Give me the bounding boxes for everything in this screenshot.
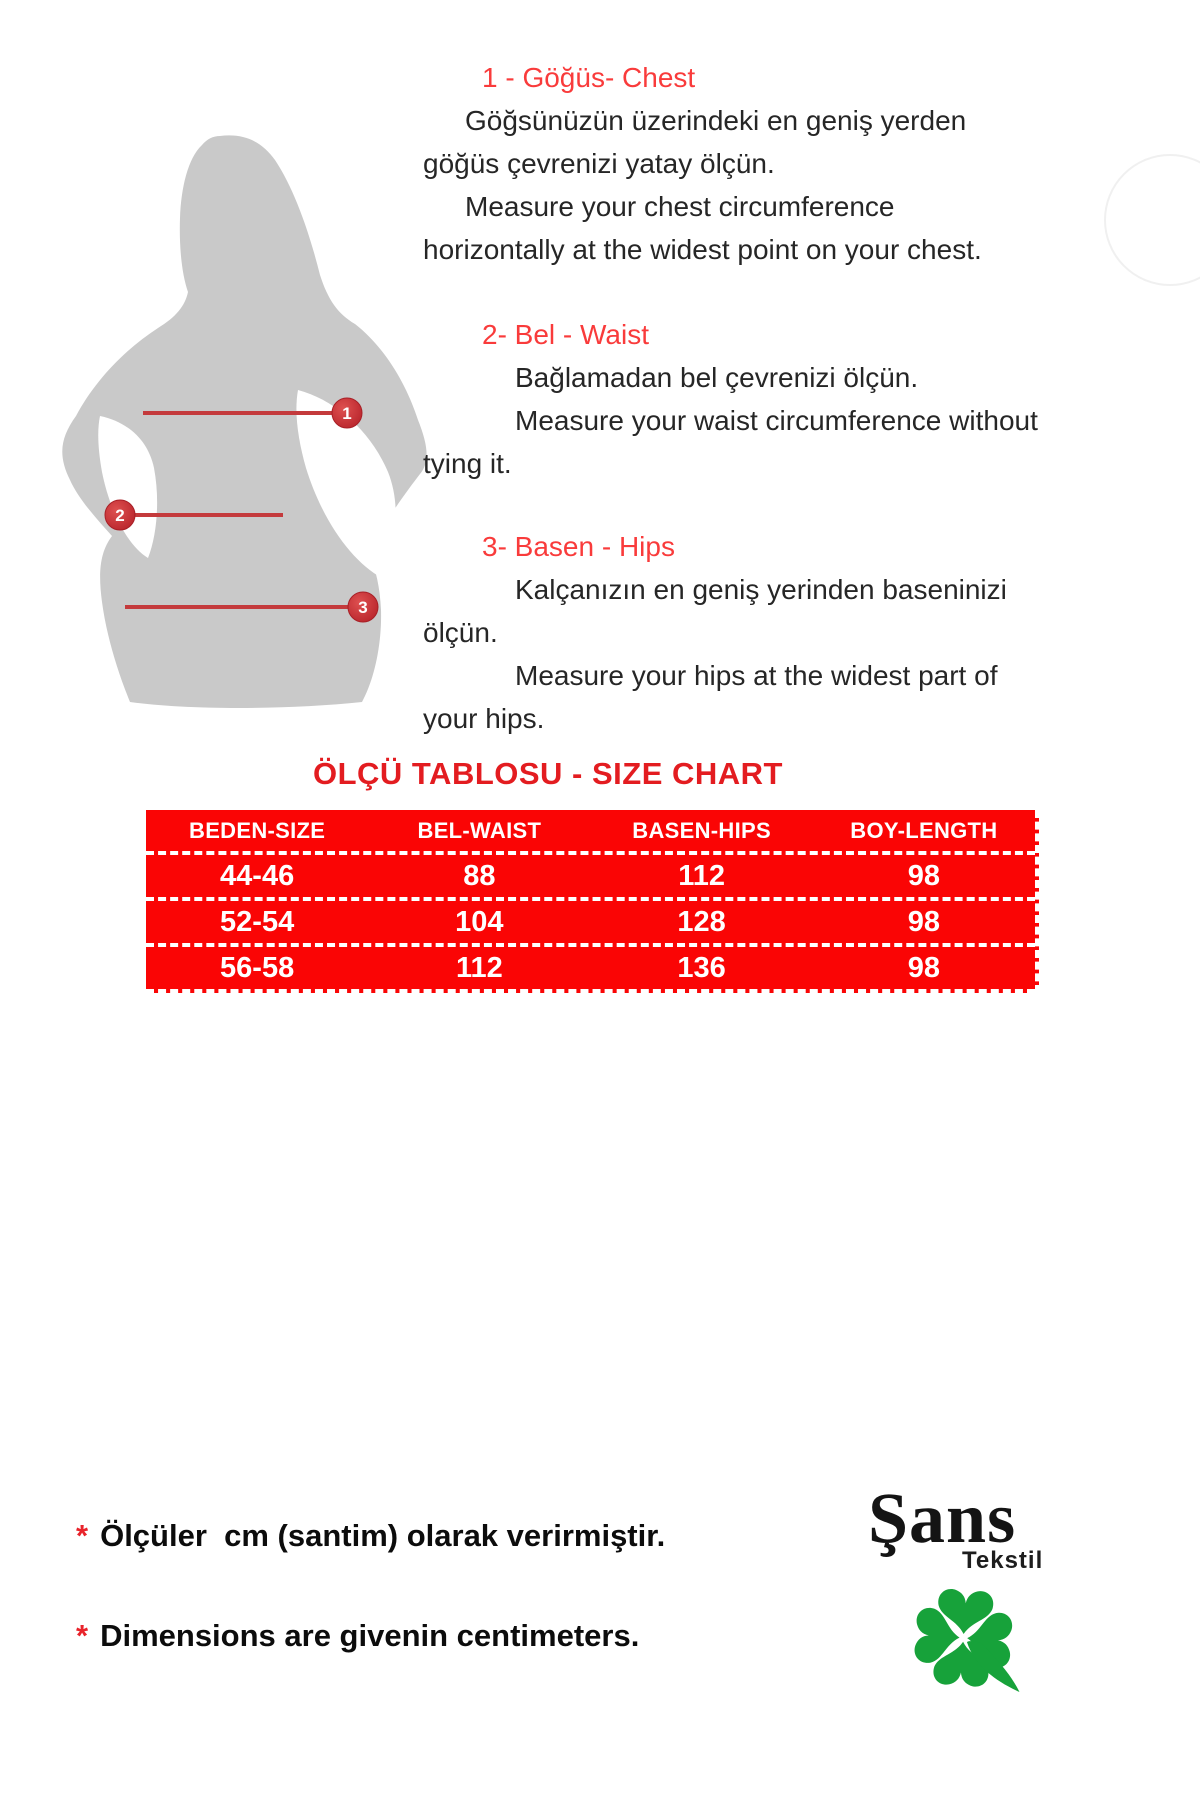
instruction-line: your hips. <box>423 703 545 734</box>
table-cell: 112 <box>455 951 503 984</box>
section-chest <box>423 56 1023 271</box>
chest-section-heading: 1 - Göğüs- Chest <box>482 62 696 93</box>
brand-logo-name: Şans <box>868 1478 1017 1558</box>
note-text: Dimensions are givenin centimeters. <box>100 1618 640 1653</box>
hips-section-heading: 3- Basen - Hips <box>482 531 675 562</box>
instruction-line: göğüs çevrenizi yatay ölçün. <box>423 148 775 179</box>
measurement-instructions <box>423 56 1038 740</box>
table-header-row <box>146 810 1035 855</box>
table-cell: 112 <box>678 859 726 892</box>
header-cell-boy-length: BOY-LENGTH <box>850 817 998 843</box>
table-cell: 128 <box>677 905 726 938</box>
brand-logo-subtitle: Tekstil <box>962 1547 1044 1574</box>
instruction-line: Measure your waist circumference without <box>515 405 1038 436</box>
faint-circle-decoration <box>1104 154 1200 286</box>
instruction-line: ölçün. <box>423 617 498 648</box>
table-cell: 104 <box>455 905 504 938</box>
body-silhouette-figure <box>30 100 430 715</box>
table-cell: 136 <box>677 951 726 984</box>
instruction-line: tying it. <box>423 448 512 479</box>
table-cell: 98 <box>907 951 940 984</box>
table-cell: 88 <box>463 859 496 892</box>
clover-icon <box>903 1580 1043 1715</box>
asterisk-icon: * <box>76 1518 89 1553</box>
table-cell: 98 <box>907 859 940 892</box>
waist-badge-number: 2 <box>115 505 125 525</box>
size-chart-table <box>146 810 1039 993</box>
chest-badge-number: 1 <box>342 403 352 423</box>
header-cell-bel-waist: BEL-WAIST <box>417 817 542 843</box>
instruction-line: Kalçanızın en geniş yerinden baseninizi <box>515 574 1007 605</box>
instruction-line: Measure your chest circumference <box>465 191 895 222</box>
table-row <box>146 855 1035 901</box>
instruction-line: Göğsünüzün üzerindeki en geniş yerden <box>465 105 967 136</box>
size-chart-title: ÖLÇÜ TABLOSU - SIZE CHART <box>312 756 783 791</box>
instruction-line: horizontally at the widest point on your chest. <box>423 234 982 265</box>
table-cell: 52-54 <box>220 905 295 938</box>
asterisk-icon: * <box>76 1618 89 1653</box>
note-units-turkish <box>76 1518 665 1554</box>
table-row <box>146 901 1035 947</box>
header-cell-beden-size: BEDEN-SIZE <box>189 817 326 843</box>
hips-badge-number: 3 <box>358 597 368 617</box>
instruction-line: Measure your hips at the widest part of <box>515 660 998 691</box>
instruction-line: Bağlamadan bel çevrenizi ölçün. <box>515 362 919 393</box>
section-hips <box>423 525 1023 740</box>
table-row <box>146 947 1035 993</box>
note-units-english <box>76 1618 639 1654</box>
note-text: Ölçüler cm (santim) olarak verirmiştir. <box>100 1518 666 1553</box>
header-cell-basen-hips: BASEN-HIPS <box>632 817 771 843</box>
table-cell: 56-58 <box>220 951 295 984</box>
table-cell: 44-46 <box>220 859 295 892</box>
table-cell: 98 <box>907 905 940 938</box>
waist-section-heading: 2- Bel - Waist <box>482 319 649 350</box>
section-waist <box>423 313 1038 485</box>
